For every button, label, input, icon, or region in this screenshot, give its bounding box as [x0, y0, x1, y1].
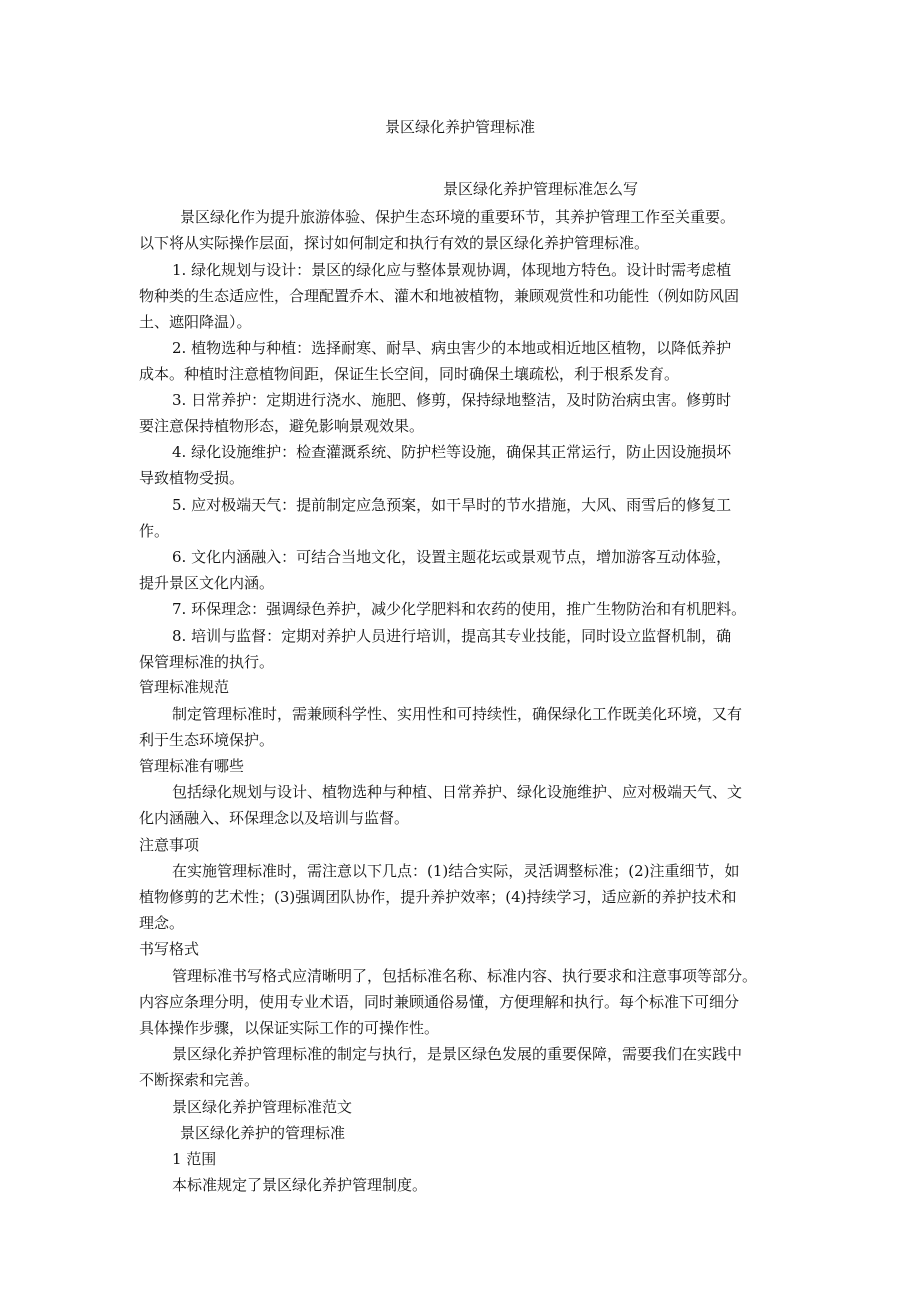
- text-line: 4. 绿化设施维护：检查灌溉系统、防护栏等设施，确保其正常运行，防止因设施损坏: [172, 443, 732, 461]
- text-line: 管理标准书写格式应清晰明了，包括标准名称、标准内容、执行要求和注意事项等部分。: [172, 967, 758, 985]
- text-line: 内容应条理分明，使用专业术语，同时兼顾通俗易懂，方便理解和执行。每个标准下可细分: [139, 993, 740, 1011]
- text-line: 管理标准有哪些: [139, 757, 245, 775]
- text-line: 不断探索和完善。: [139, 1071, 260, 1089]
- text-line: 3. 日常养护：定期进行浇水、施肥、修剪，保持绿地整洁，及时防治病虫害。修剪时: [172, 391, 732, 409]
- text-line: 5. 应对极端天气：提前制定应急预案，如干旱时的节水措施，大风、雨雪后的修复工: [172, 496, 732, 514]
- text-line: 以下将从实际操作层面，探讨如何制定和执行有效的景区绿化养护管理标准。: [139, 234, 650, 252]
- text-line: 6. 文化内涵融入：可结合当地文化，设置主题花坛或景观节点，增加游客互动体验，: [172, 548, 732, 566]
- page-title: 景区绿化养护管理标准: [384, 118, 535, 136]
- text-line: 化内涵融入、环保理念以及培训与监督。: [139, 809, 410, 827]
- text-line: 景区绿化养护管理标准的制定与执行，是景区绿色发展的重要保障，需要我们在实践中: [172, 1045, 743, 1063]
- text-line: 景区绿化养护的管理标准: [180, 1124, 346, 1142]
- text-line: 景区绿化养护管理标准范文: [172, 1098, 353, 1116]
- text-line: 在实施管理标准时，需注意以下几点：(1)结合实际，灵活调整标准；(2)注重细节，如: [172, 862, 740, 880]
- text-line: 物种类的生态适应性，合理配置乔木、灌木和地被植物，兼顾观赏性和功能性（例如防风固: [139, 287, 740, 305]
- text-line: 包括绿化规划与设计、植物选种与种植、日常养护、绿化设施维护、应对极端天气、文: [172, 783, 743, 801]
- text-line: 理念。: [139, 914, 185, 932]
- text-line: 书写格式: [139, 940, 200, 958]
- text-line: 土、遮阳降温）。: [139, 313, 252, 331]
- text-line: 8. 培训与监督：定期对养护人员进行培训，提高其专业技能，同时设立监督机制，确: [172, 627, 732, 645]
- text-line: 制定管理标准时，需兼顾科学性、实用性和可持续性，确保绿化工作既美化环境，又有: [172, 705, 743, 723]
- text-line: 利于生态环境保护。: [139, 731, 275, 749]
- text-line: 成本。种植时注意植物间距，保证生长空间，同时确保土壤疏松，利于根系发育。: [139, 365, 680, 383]
- text-line: 景区绿化作为提升旅游体验、保护生态环境的重要环节，其养护管理工作至关重要。: [180, 208, 736, 226]
- text-line: 保管理标准的执行。: [139, 653, 275, 671]
- text-line: 7. 环保理念：强调绿色养护，减少化学肥料和农药的使用，推广生物防治和有机肥料。: [172, 600, 747, 618]
- text-line: 2. 植物选种与种植：选择耐寒、耐旱、病虫害少的本地或相近地区植物，以降低养护: [172, 339, 732, 357]
- text-line: 本标准规定了景区绿化养护管理制度。: [172, 1176, 428, 1194]
- text-line: 植物修剪的艺术性；(3)强调团队协作，提升养护效率；(4)持续学习，适应新的养护技术和: [139, 888, 737, 906]
- text-line: 管理标准规范: [139, 678, 230, 696]
- text-line: 提升景区文化内涵。: [139, 574, 275, 592]
- text-line: 要注意保持植物形态，避免影响景观效果。: [139, 417, 425, 435]
- text-line: 作。: [139, 522, 170, 540]
- article-subtitle: 景区绿化养护管理标准怎么写: [443, 180, 639, 198]
- text-line: 1 范围: [172, 1150, 217, 1168]
- text-line: 1. 绿化规划与设计：景区的绿化应与整体景观协调，体现地方特色。设计时需考虑植: [172, 261, 732, 279]
- text-line: 导致植物受损。: [139, 469, 245, 487]
- text-line: 注意事项: [139, 836, 200, 854]
- text-line: 具体操作步骤，以保证实际工作的可操作性。: [139, 1019, 440, 1037]
